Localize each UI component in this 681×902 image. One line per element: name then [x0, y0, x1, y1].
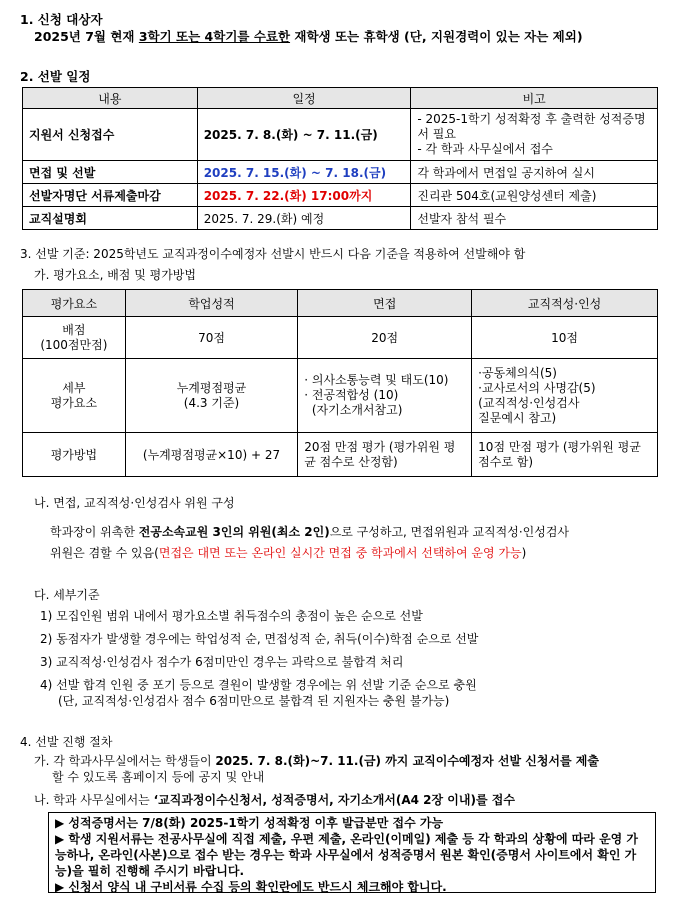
- table-row: [23, 317, 658, 359]
- section4-ga-line1: [34, 752, 599, 769]
- criteria-header-academic: 학업성적: [125, 290, 298, 317]
- criteria-score-aptitude: 10점: [472, 317, 658, 359]
- table-row: [23, 109, 658, 161]
- criteria-score-academic: 70점: [125, 317, 298, 359]
- section2-title: 2. 선발 일정: [20, 69, 91, 84]
- section3-title: 3. 선발 기준: 2025학년도 교직과정이수예정자 선발시 반드시 다음 기준을 적용하여 선발해야 함: [20, 247, 526, 261]
- section1-body-underline: 3학기 또는 4학기를 수료한: [138, 29, 291, 44]
- list-item: 3) 교직적성·인성검사 점수가 6점미만인 경우는 과락으로 불합격 처리: [40, 655, 404, 669]
- criteria-detail-label: 세부 평가요소: [23, 359, 126, 433]
- criteria-header-interview: 면접: [298, 290, 472, 317]
- criteria-score-label: 배점 (100점만점): [23, 317, 126, 359]
- section3-na-line2: [50, 544, 526, 561]
- table-row: [23, 184, 658, 207]
- s4-na-pre: 나. 학과 사무실에서는: [34, 793, 154, 807]
- section4-na-line: [34, 791, 515, 808]
- section1-title: 1. 신청 대상자: [20, 12, 103, 27]
- s4-na-bold: ‘교직과정이수신청서, 성적증명서, 자기소개서(A4 2장 이내)를 접수: [153, 793, 515, 807]
- schedule-note: 각 학과에서 면접일 공지하여 실시: [411, 161, 658, 184]
- criteria-detail-interview: · 의사소통능력 및 태도(10) · 전공적합성 (10) (자기소개서참고): [298, 359, 472, 433]
- notice-item: ▶ 성적증명서는 7/8(화) 2025-1학기 성적확정 이후 발급분만 접수 가능: [55, 816, 444, 830]
- list-item: (단, 교직적성·인성검사 점수 6점미만으로 불합격 된 지원자는 충원 불가능): [58, 694, 450, 708]
- schedule-header-date: 일정: [197, 88, 411, 109]
- schedule-header-content: 내용: [23, 88, 198, 109]
- criteria-header-item: 평가요소: [23, 290, 126, 317]
- criteria-score-interview: 20점: [298, 317, 472, 359]
- schedule-header-note: 비고: [411, 88, 658, 109]
- list-item: 4) 선발 합격 인원 중 포기 등으로 결원이 발생할 경우에는 위 선발 기준 순으로 충원: [40, 678, 477, 692]
- section3-na-line1: [50, 523, 569, 540]
- notice-box: [48, 812, 656, 893]
- s4-ga-pre: 가. 각 학과사무실에서는 학생들이: [34, 754, 216, 768]
- criteria-header-aptitude: 교직적성·인성: [472, 290, 658, 317]
- s4-ga-bold: 2025. 7. 8.(화)~7. 11.(금) 까지 교직이수예정자 선발 신청서를 제출: [215, 754, 599, 768]
- list-item: 2) 동점자가 발생할 경우에는 학업성적 순, 면접성적 순, 취득(이수)학점 순으로 선발: [40, 632, 479, 646]
- table-row: [23, 207, 658, 230]
- schedule-date: 2025. 7. 22.(화) 17:00까지: [197, 184, 411, 207]
- section3-da-title: 다. 세부기준: [34, 588, 100, 602]
- na-line2-post: ): [521, 546, 527, 560]
- section3-ga-title: 가. 평가요소, 배점 및 평가방법: [34, 268, 196, 282]
- criteria-method-label: 평가방법: [23, 433, 126, 477]
- schedule-note: 진리관 504호(교원양성센터 제출): [411, 184, 658, 207]
- schedule-label: 선발자명단 서류제출마감: [23, 184, 198, 207]
- section1-body-pre: 2025년 7월 현재: [34, 29, 139, 44]
- na-line2-pre: 위원은 겸할 수 있음(: [50, 546, 159, 560]
- notice-item: ▶ 학생 지원서류는 전공사무실에 직접 제출, 우편 제출, 온라인(이메일) 제출 등 각 학과의 상황에 따라 운영 가능하나, 온라인(사본)으로 접수 받는 경우는 학과 사무실에서 성적증명서 원본 확인(증명서 사이트에서 확인 가능)을 필히 진행해 주시기 바랍니다.: [55, 832, 639, 878]
- criteria-method-academic: (누계평점평균×10) + 27: [125, 433, 298, 477]
- table-row: [23, 433, 658, 477]
- list-item: 1) 모집인원 범위 내에서 평가요소별 취득점수의 총점이 높은 순으로 선발: [40, 609, 423, 623]
- table-row: [23, 359, 658, 433]
- na-line1-bold: 전공소속교원 3인의 위원(최소 2인): [138, 525, 330, 539]
- section1-body-post: 재학생 또는 휴학생 (단, 지원경력이 있는 자는 제외): [290, 29, 583, 44]
- schedule-note: - 2025-1학기 성적확정 후 출력한 성적증명서 필요 - 각 학과 사무실에서 접수: [411, 109, 658, 161]
- criteria-detail-aptitude: ·공동체의식(5) ·교사로서의 사명감(5) (교직적성·인성검사 질문예시 참고): [472, 359, 658, 433]
- section3-na-title: 나. 면접, 교직적성·인성검사 위원 구성: [34, 496, 235, 510]
- schedule-date: 2025. 7. 8.(화) ~ 7. 11.(금): [197, 109, 411, 161]
- section4-ga-line2: 할 수 있도록 홈페이지 등에 공지 및 안내: [52, 770, 265, 784]
- na-line2-red: 면접은 대면 또는 온라인 실시간 면접 중 학과에서 선택하여 운영 가능: [158, 546, 522, 560]
- table-row: [23, 161, 658, 184]
- schedule-table: [22, 87, 658, 230]
- schedule-label: 면접 및 선발: [23, 161, 198, 184]
- schedule-date: 2025. 7. 15.(화) ~ 7. 18.(금): [197, 161, 411, 184]
- schedule-note: 선발자 참석 필수: [411, 207, 658, 230]
- na-line1-post: 으로 구성하고, 면접위원과 교직적성·인성검사: [329, 525, 570, 539]
- criteria-detail-academic: 누계평점평균 (4.3 기준): [125, 359, 298, 433]
- na-line1-pre: 학과장이 위촉한: [50, 525, 139, 539]
- schedule-label: 지원서 신청접수: [23, 109, 198, 161]
- section4-title: 4. 선발 진행 절차: [20, 735, 113, 749]
- criteria-table: [22, 289, 658, 477]
- notice-item: ▶ 신청서 양식 내 구비서류 수집 등의 확인란에도 반드시 체크해야 합니다.: [55, 880, 447, 894]
- criteria-method-aptitude: 10점 만점 평가 (평가위원 평균점수로 함): [472, 433, 658, 477]
- section1-body: [34, 27, 583, 45]
- schedule-label: 교직설명회: [23, 207, 198, 230]
- criteria-method-interview: 20점 만점 평가 (평가위원 평균 점수로 산정함): [298, 433, 472, 477]
- schedule-date: 2025. 7. 29.(화) 예정: [197, 207, 411, 230]
